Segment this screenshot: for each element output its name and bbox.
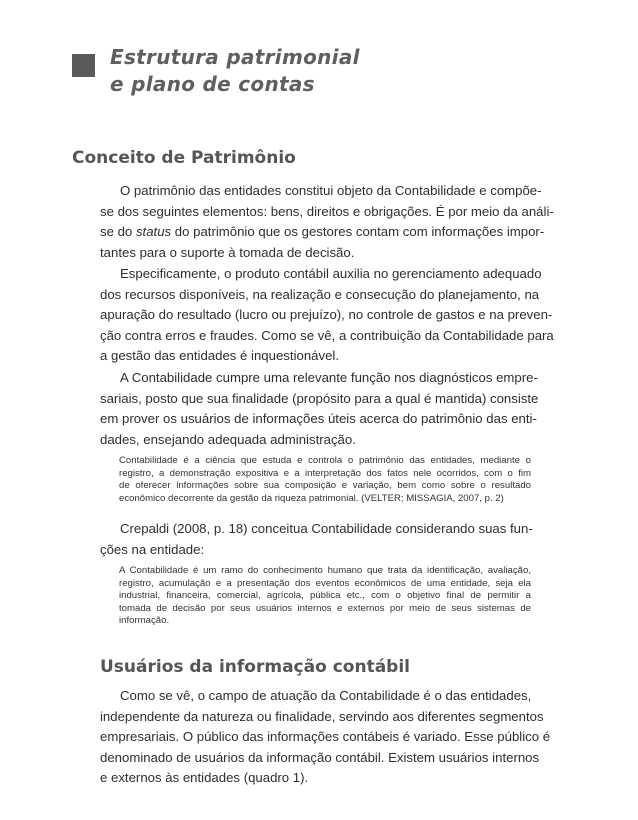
chapter-square-marker [72, 54, 95, 77]
paragraph-4 [100, 519, 531, 560]
paragraph-line: independente da natureza ou finalidade, servindo aos diferentes segmentos [100, 708, 544, 724]
quote-line: de oferecer informações sobre sua composição e variação, bem como sobre o resultado [119, 480, 531, 492]
chapter-title-line-2: e plano de contas [110, 72, 315, 96]
paragraph-line: em prover os usuários de informações úteis acerca do patrimônio das enti- [100, 411, 537, 427]
quote-line: A Contabilidade é um ramo do conhecimento humano que trata da identificação, avaliação, [119, 565, 531, 576]
emphasis-status: status [135, 224, 172, 240]
paragraph-line: O patrimônio das entidades constitui objeto da Contabilidade e compõe- [120, 183, 542, 198]
paragraph-line: dades, ensejando adequada administração. [100, 431, 356, 447]
section-heading-conceito: Conceito de Patrimônio [72, 148, 296, 168]
block-quote-velter [119, 455, 531, 505]
quote-line: registro, acumulação e a presentação dos eventos econômicos de uma entidade, seja ela [119, 577, 531, 589]
paragraph-line: A Contabilidade cumpre uma relevante função nos diagnósticos empre- [120, 370, 538, 385]
paragraph-line: Crepaldi (2008, p. 18) conceitua Contabilidade considerando suas fun- [120, 521, 533, 536]
quote-line: registro, a demonstração expositiva e a interpretação dos fatos nele ocorridos, com o fim [119, 467, 531, 479]
paragraph-line: ção contra erros e fraudes. Como se vê, a contribuição da Contabilidade para [100, 327, 554, 343]
quote-line: tomada de decisão por seus usuários internos e externos por meio de seus sistemas de [119, 602, 531, 614]
text-run: do patrimônio que os gestores contam com informações impor- [171, 224, 545, 240]
paragraph-line: denominado de usuários da informação contábil. Existem usuários internos [100, 749, 540, 765]
paragraph-line: sariais, posto que sua finalidade (propósito para a qual é mantida) consiste [100, 390, 539, 406]
paragraph-line: apuração do resultado (lucro ou prejuízo), no controle de gastos e na preven- [100, 307, 553, 323]
section-heading-usuarios: Usuários da informação contábil [100, 657, 410, 677]
block-quote-crepaldi [119, 565, 531, 628]
quote-line: Contabilidade é a ciência que estuda e controla o patrimônio das entidades, mediante o [119, 455, 531, 466]
paragraph-line: Como se vê, o campo de atuação da Contabilidade é o das entidades, [120, 688, 532, 703]
paragraph-line: e externos às entidades (quadro 1). [100, 770, 309, 786]
quote-line: econômico decorrente da gestão da riqueza patrimonial. (VELTER; MISSAGIA, 2007, p. 2) [119, 492, 504, 504]
chapter-title [110, 44, 430, 98]
paragraph-line: dos recursos disponíveis, na realização e consecução do planejamento, na [100, 286, 540, 302]
paragraph-2 [100, 264, 554, 367]
paragraph-line: tantes para o suporte à tomada de decisão. [100, 244, 355, 260]
paragraph-1 [100, 181, 554, 263]
paragraph-3 [100, 368, 539, 450]
paragraph-line: se dos seguintes elementos: bens, direitos e obrigações. É por meio da análi- [100, 203, 554, 219]
paragraph-line: a gestão das entidades é inquestionável. [100, 348, 340, 364]
quote-line: industrial, financeira, comercial, agrícola, pública etc., com o objetivo final de permitir a [119, 590, 531, 602]
text-run: se do [100, 224, 136, 240]
paragraph-line: Especificamente, o produto contábil auxilia no gerenciamento adequado [120, 266, 542, 281]
quote-line: informação. [119, 615, 170, 627]
paragraph-line [100, 222, 545, 243]
paragraph-line: empresariais. O público das informações contábeis é variado. Esse público é [100, 729, 551, 745]
chapter-title-line-1: Estrutura patrimonial [110, 45, 360, 69]
paragraph-5 [100, 686, 551, 789]
paragraph-line: ções na entidade: [100, 541, 205, 557]
